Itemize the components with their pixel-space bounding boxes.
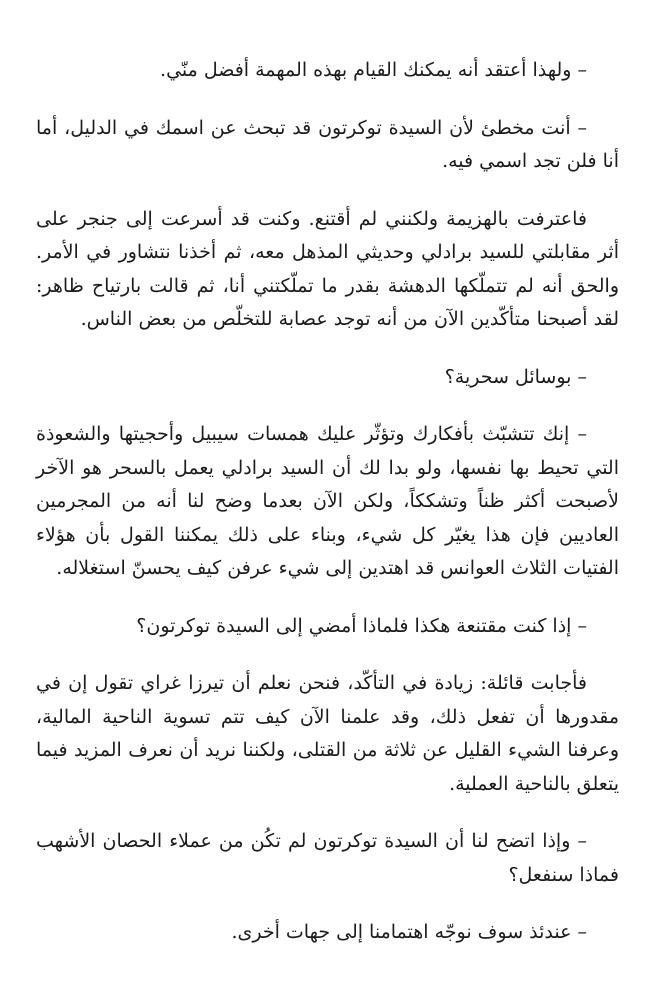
paragraph-5: – إنك تتشبّث بأفكارك وتؤثّر عليك همسات سيبيل وأحجيتها والشعوذة التي تحيط بها نفسها، ولو بدا لك أن السيد برادلي يعمل بالسحر هو الآخر لأصبحت أكثر ظناً وتشككاً، ولكن الآن بعدما وضح لنا أنه من المجرمين العاديين فإن هذا يغيّر كل شيء، وبناء على ذلك يمكننا القول بأن هؤلاء الفتيات الثلاث العوانس قد اهتدين إلى شيء عرفن كيف يحسنّ استغلاله. xyxy=(36,423,619,579)
paragraph-9: – عندئذ سوف نوجّه اهتمامنا إلى جهات أخرى. xyxy=(231,921,587,943)
paragraph-2: – أنت مخطئ لأن السيدة توكرتون قد تبحث عن اسمك في الدليل، أما أنا فلن تجد اسمي فيه. xyxy=(36,116,619,172)
paragraph-4: – بوسائل سحرية؟ xyxy=(444,365,587,388)
paragraph-6: – إذا كنت مقتنعة هكذا فلماذا أمضي إلى السيدة توكرتون؟ xyxy=(136,614,587,637)
paragraph-8: – وإذا اتضح لنا أن السيدة توكرتون لم تكُن من عملاء الحصان الأشهب فماذا سنفعل؟ xyxy=(36,830,619,886)
book-page xyxy=(36,54,619,950)
paragraph-7: فأجابت قائلة: زيادة في التأكّد، فنحن نعلم أن تيرزا غراي تقول إن في مقدورها أن تفعل ذلك، وقد علمنا الآن كيف تتم تسوية الناحية المالية، وعرفنا الشيء القليل عن ثلاثة من القتلى، ولكننا نريد أن نعرف المزيد فيما يتعلق بالناحية العملية. xyxy=(36,672,619,795)
paragraph-1: – ولهذا أعتقد أنه يمكنك القيام بهذه المهمة أفضل منّي. xyxy=(160,59,587,81)
paragraph-3: فاعترفت بالهزيمة ولكنني لم أقتنع. وكنت قد أسرعت إلى جنجر على أثر مقابلتي للسيد برادلي وحديثي المذهل معه، ثم أخذنا نتشاور في الأمر. والحق أنه لم تتملّكها الدهشة بقدر ما تملّكتني أنا، ثم قالت بارتياح ظاهر: لقد أصبحنا متأكّدين الآن من أنه توجد عصابة للتخلّص من بعض الناس. xyxy=(36,207,619,330)
